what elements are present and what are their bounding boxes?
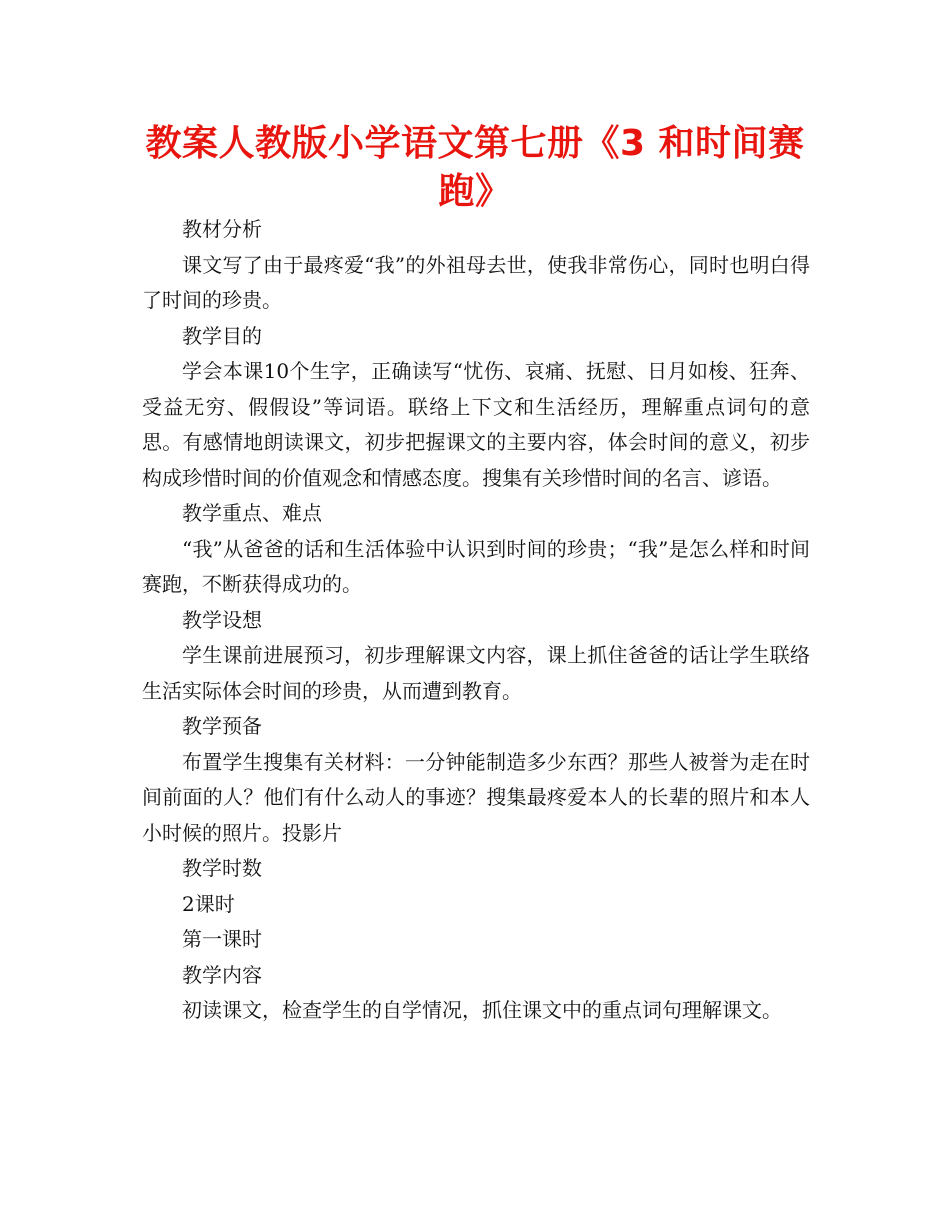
section-heading: 教学预备: [182, 714, 262, 738]
paragraph: 学会本课10个生字，正确读写“忧伤、哀痛、抚慰、日月如梭、狂奔、受益无穷、假假设”等词语。联络上下文和生活经历，理解重点词句的意思。有感情地朗读课文，初步把握课文的主要内容，体会时间的意义，初步构成珍惜时间的价值观念和情感态度。搜集有关珍惜时间的名言、谚语。: [142, 359, 810, 490]
paragraph: 初读课文，检查学生的自学情况，抓住课文中的重点词句理解课文。: [182, 998, 782, 1022]
section-heading: 教学内容: [182, 962, 262, 987]
section-heading: 第一课时: [182, 927, 262, 951]
paragraph: “我”从爸爸的话和生活体验中认识到时间的珍贵；“我”是怎么样和时间赛跑，不断获得成功的。: [142, 536, 810, 596]
section-heading: 教材分析: [182, 217, 262, 241]
document-title: 教案人教版小学语文第七册《3 和时间赛跑》: [145, 123, 805, 212]
paragraph: 课文写了由于最疼爱“我”的外祖母去世，使我非常伤心，同时也明白得了时间的珍贵。: [142, 252, 810, 312]
section-heading: 教学目的: [182, 323, 262, 348]
section-heading: 教学时数: [182, 856, 262, 880]
paragraph: 2课时: [182, 891, 235, 916]
document-body: [142, 212, 810, 1029]
paragraph: 学生课前进展预习，初步理解课文内容，课上抓住爸爸的话让学生联络生活实际体会时间的珍贵，从而遭到教育。: [142, 643, 810, 703]
paragraph: 布置学生搜集有关材料：一分钟能制造多少东西？那些人被誉为走在时间前面的人？他们有什么动人的事迹？搜集最疼爱本人的长辈的照片和本人小时候的照片。投影片: [142, 749, 810, 845]
section-heading: 教学重点、难点: [182, 501, 322, 525]
section-heading: 教学设想: [182, 607, 262, 632]
